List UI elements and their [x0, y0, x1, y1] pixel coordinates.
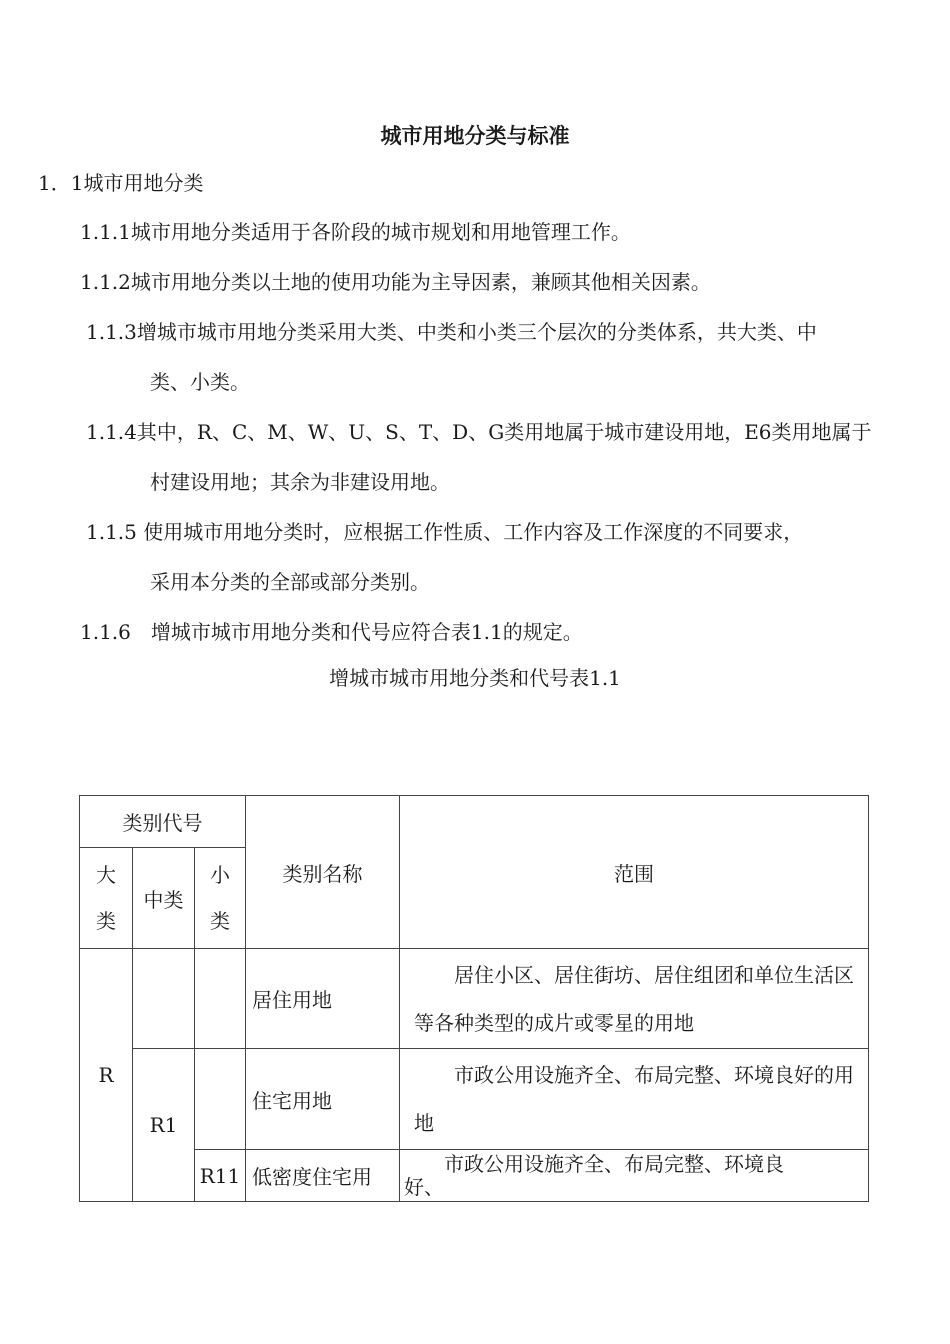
clause-1-1-3-line2: 类、小类。: [150, 370, 250, 394]
table-caption: 增城市城市用地分类和代号表1.1: [329, 666, 621, 690]
cell-scope-line1: 市政公用设施齐全、布局完整、环境良: [404, 1151, 784, 1176]
land-use-classification-table: [79, 795, 869, 1202]
cell-name: 居住用地: [246, 949, 400, 1049]
cell-scope-line2: 好、: [404, 1174, 444, 1199]
clause-1-1-5-line1: 1.1.5 使用城市用地分类时，应根据工作性质、工作内容及工作深度的不同要求，: [86, 520, 804, 544]
clause-1-1-1: 1.1.1城市用地分类适用于各阶段的城市规划和用地管理工作。: [80, 220, 631, 244]
cell-scope: 居住小区、居住街坊、居住组团和单位生活区等各种类型的成片或零星的用地: [400, 949, 869, 1049]
header-medium: 中类: [133, 848, 195, 949]
cell-major: R: [80, 949, 133, 1202]
cell-minor: [195, 949, 246, 1049]
header-name: 类别名称: [246, 796, 400, 949]
clause-1-1-3-line1: 1.1.3增城市城市用地分类采用大类、中类和小类三个层次的分类体系，共大类、中: [86, 320, 817, 344]
header-code-group: 类别代号: [80, 796, 246, 848]
header-major: [80, 848, 133, 949]
table-row: [80, 1150, 869, 1202]
cell-medium: R1: [133, 1049, 195, 1202]
header-scope: 范围: [400, 796, 869, 949]
header-major-top: 大: [96, 863, 116, 887]
clause-1-1-4-line2: 村建设用地；其余为非建设用地。: [150, 470, 450, 494]
header-minor-bottom: 类: [210, 909, 230, 933]
cell-name: 低密度住宅用: [246, 1150, 400, 1202]
table-row: [80, 949, 869, 1049]
section-heading: 1．1城市用地分类: [38, 171, 204, 195]
cell-medium: [133, 949, 195, 1049]
table-header-row: [80, 796, 869, 848]
cell-name: 住宅用地: [246, 1049, 400, 1150]
header-minor: [195, 848, 246, 949]
cell-minor: R11: [195, 1150, 246, 1202]
table-row: [80, 1049, 869, 1150]
cell-scope: [400, 1150, 869, 1202]
clause-1-1-6: 1.1.6 增城市城市用地分类和代号应符合表1.1的规定。: [80, 620, 583, 644]
clause-1-1-4-line1: 1.1.4其中，R、C、M、W、U、S、T、D、G类用地属于城市建设用地，E6类用地属于: [86, 420, 872, 444]
document-title: 城市用地分类与标准: [380, 123, 570, 148]
clause-1-1-2: 1.1.2城市用地分类以土地的使用功能为主导因素，兼顾其他相关因素。: [80, 270, 711, 294]
header-major-bottom: 类: [96, 909, 116, 933]
header-minor-top: 小: [210, 863, 230, 887]
cell-scope: 市政公用设施齐全、布局完整、环境良好的用地: [400, 1049, 869, 1150]
clause-1-1-5-line2: 采用本分类的全部或部分类别。: [150, 570, 430, 594]
cell-minor: [195, 1049, 246, 1150]
